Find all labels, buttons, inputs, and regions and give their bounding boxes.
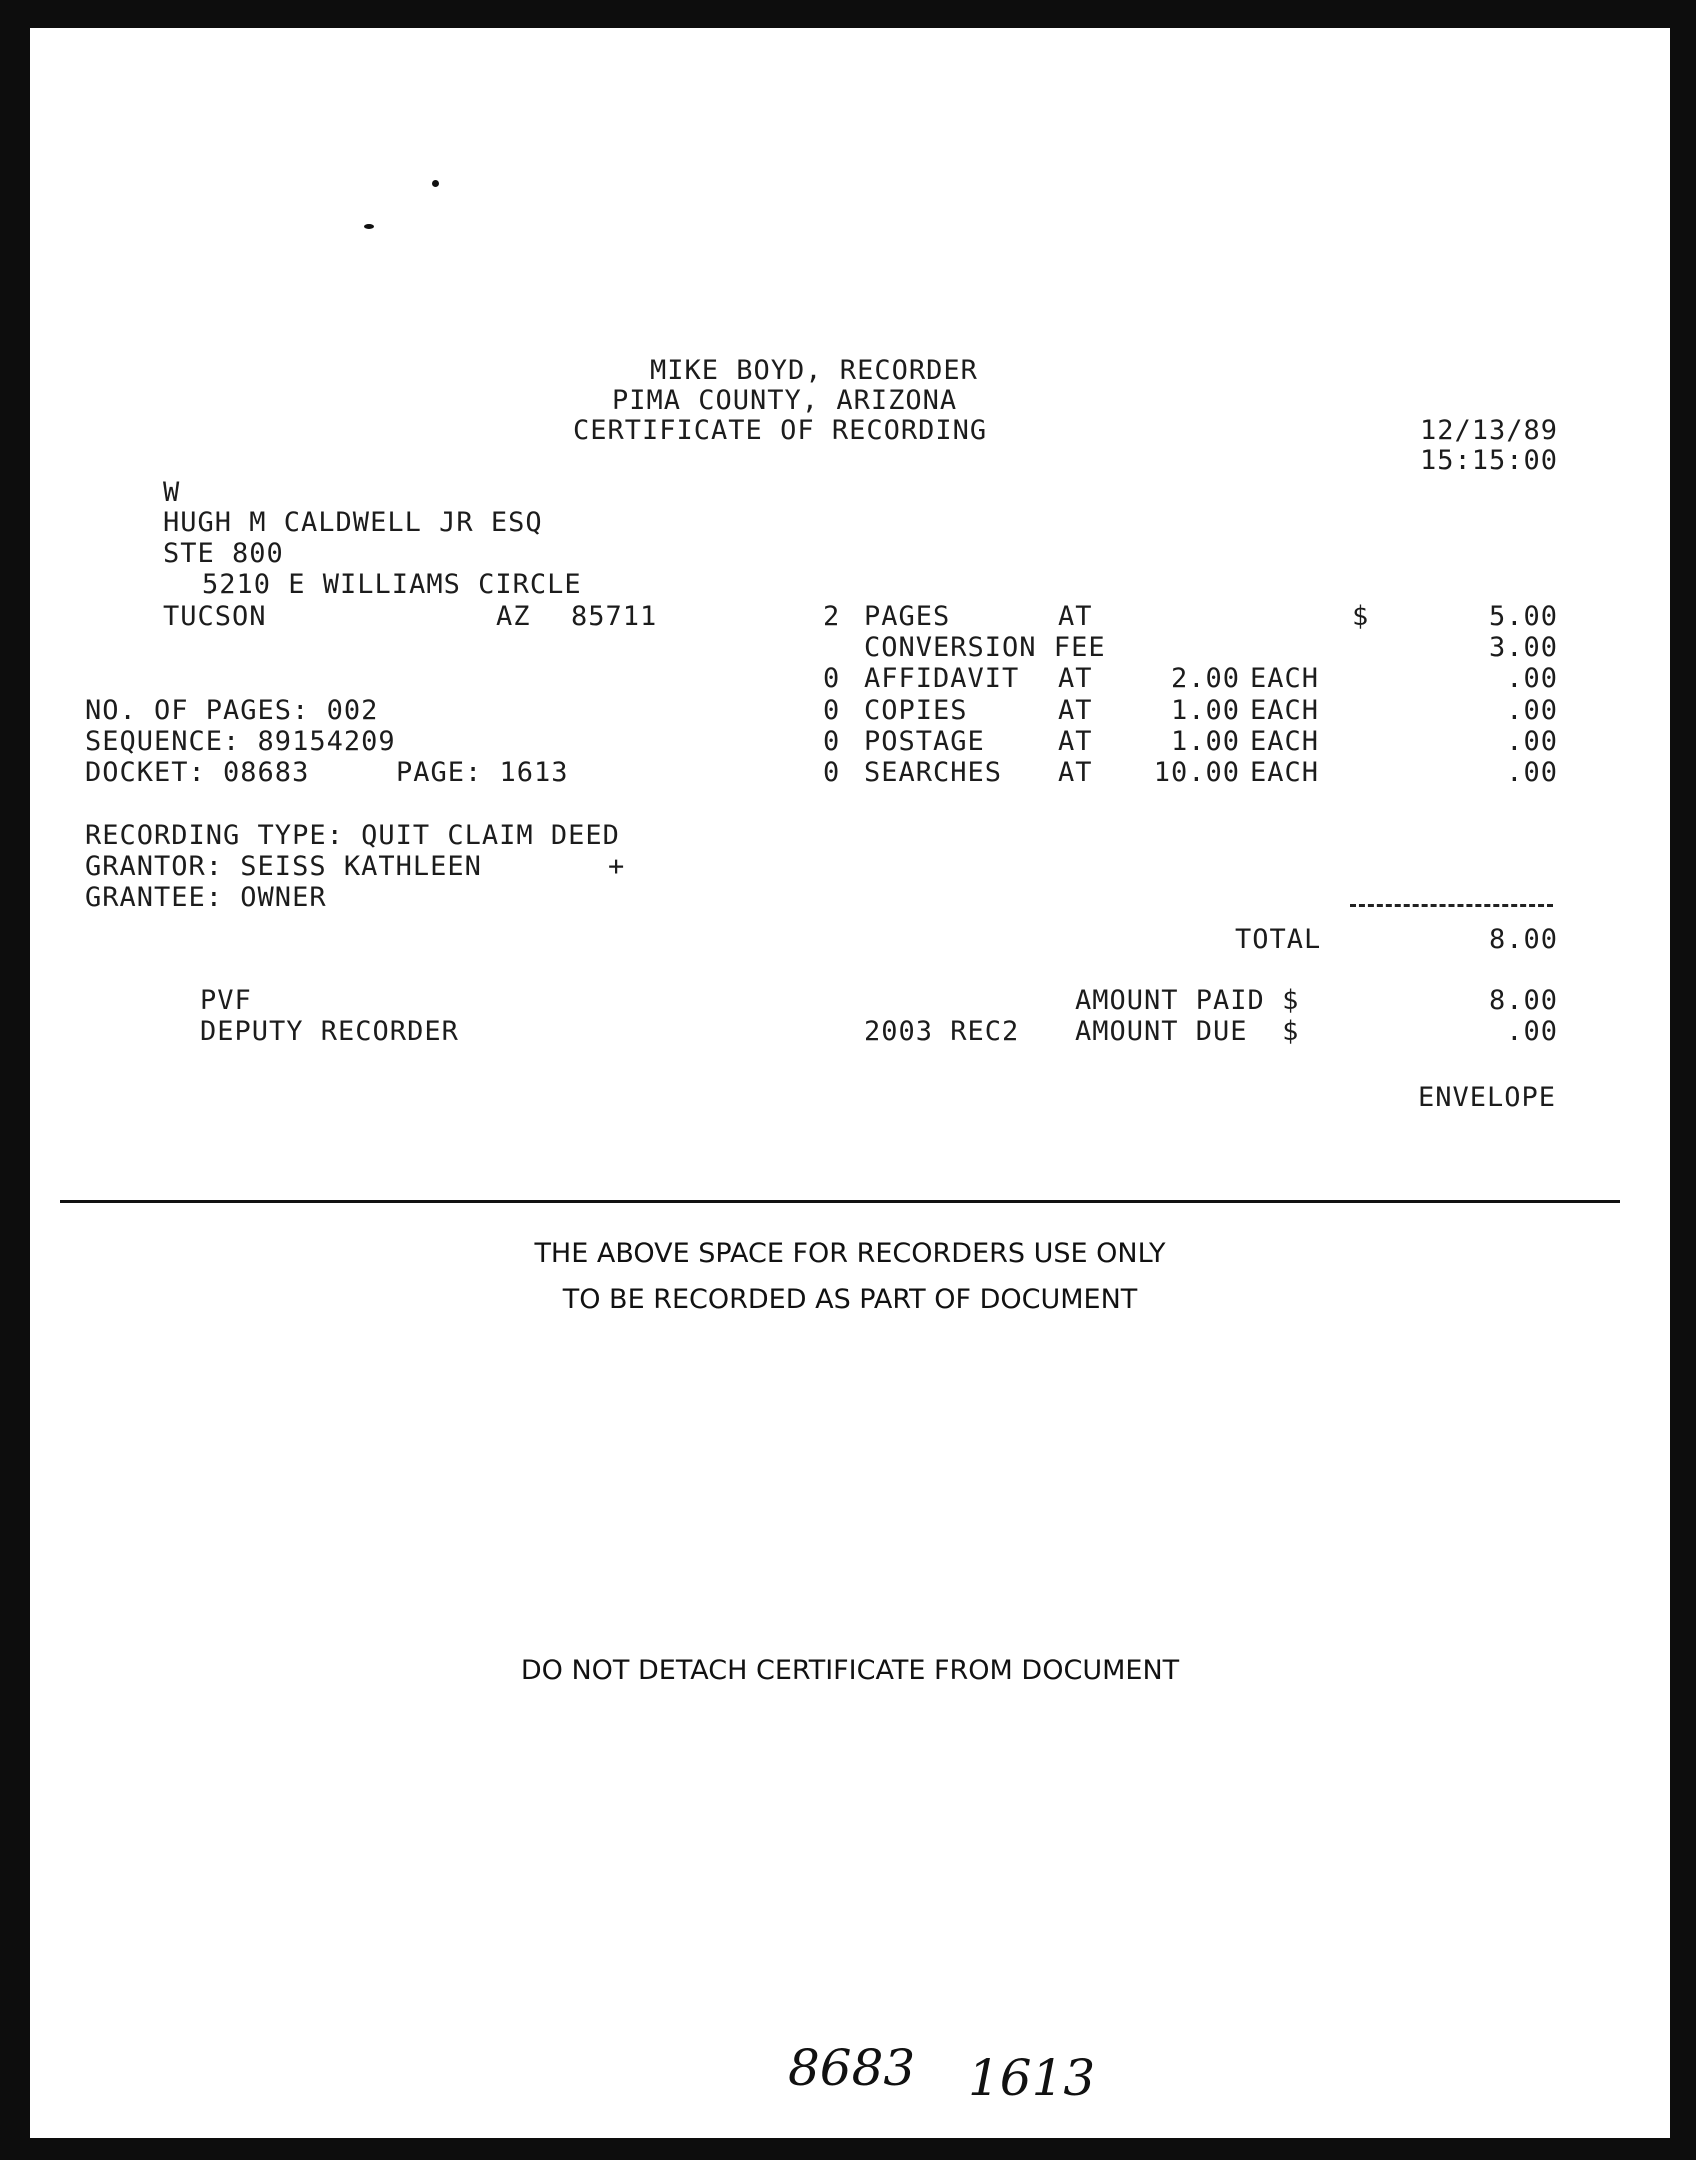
register-code: 2003 REC2 xyxy=(864,1016,1020,1047)
addressee-name: HUGH M CALDWELL JR ESQ xyxy=(163,507,543,538)
fee-each: EACH xyxy=(1250,663,1320,694)
amount-due-label: AMOUNT DUE $ xyxy=(1075,1016,1300,1047)
recorders-use-notice: THE ABOVE SPACE FOR RECORDERS USE ONLY xyxy=(534,1238,1166,1269)
recording-date: 12/13/89 xyxy=(1419,415,1558,446)
number-of-pages: NO. OF PAGES: 002 xyxy=(85,695,379,726)
addressee-city: TUCSON xyxy=(163,601,267,632)
addressee-code: W xyxy=(163,477,181,508)
envelope-label: ENVELOPE xyxy=(1417,1082,1556,1113)
amount-paid: 8.00 xyxy=(1488,985,1558,1016)
do-not-detach-notice: DO NOT DETACH CERTIFICATE FROM DOCUMENT xyxy=(520,1655,1180,1686)
page-number: PAGE: 1613 xyxy=(396,757,569,788)
fee-item: AFFIDAVIT xyxy=(864,663,1020,694)
grantee: GRANTEE: OWNER xyxy=(85,882,327,913)
fee-at: AT xyxy=(1058,757,1093,788)
grantor: GRANTOR: SEISS KATHLEEN xyxy=(85,851,482,882)
recording-time: 15:15:00 xyxy=(1419,445,1558,476)
addressee-suite: STE 800 xyxy=(163,538,284,569)
recorder-space-divider xyxy=(60,1200,1620,1203)
ink-speck xyxy=(364,224,374,229)
fee-amount: 3.00 xyxy=(1488,632,1558,663)
fee-at: AT xyxy=(1058,726,1093,757)
fee-at: AT xyxy=(1058,601,1093,632)
fee-rate: 1.00 xyxy=(1170,695,1240,726)
addressee-state: AZ xyxy=(496,601,531,632)
grantor-mark: + xyxy=(608,851,626,882)
deputy-initials: PVF xyxy=(200,985,252,1016)
fee-dollar-sign: $ xyxy=(1352,601,1370,632)
fee-qty: 0 xyxy=(823,695,841,726)
fee-amount: .00 xyxy=(1506,663,1558,694)
amount-due: .00 xyxy=(1506,1016,1558,1047)
certificate-title: CERTIFICATE OF RECORDING xyxy=(573,415,988,446)
record-part-notice: TO BE RECORDED AS PART OF DOCUMENT xyxy=(562,1284,1138,1315)
deputy-title: DEPUTY RECORDER xyxy=(200,1016,459,1047)
fee-each: EACH xyxy=(1250,695,1320,726)
fee-item: PAGES xyxy=(864,601,951,632)
handwritten-page: 1613 xyxy=(968,2049,1096,2107)
county-name: PIMA COUNTY, ARIZONA xyxy=(612,385,958,416)
fee-amount: .00 xyxy=(1506,757,1558,788)
certificate-page xyxy=(30,28,1670,2138)
fee-qty: 0 xyxy=(823,663,841,694)
fee-amount: .00 xyxy=(1506,695,1558,726)
fee-each: EACH xyxy=(1250,726,1320,757)
fee-item: CONVERSION FEE xyxy=(864,632,1106,663)
addressee-street: 5210 E WILLIAMS CIRCLE xyxy=(202,569,582,600)
fee-at: AT xyxy=(1058,663,1093,694)
recording-type: RECORDING TYPE: QUIT CLAIM DEED xyxy=(85,820,620,851)
sequence-number: SEQUENCE: 89154209 xyxy=(85,726,396,757)
fee-amount: .00 xyxy=(1506,726,1558,757)
fee-at: AT xyxy=(1058,695,1093,726)
total-label: TOTAL xyxy=(1235,924,1322,955)
fee-rate: 10.00 xyxy=(1153,757,1240,788)
handwritten-docket: 8683 xyxy=(788,2039,916,2097)
fee-qty: 2 xyxy=(823,601,841,632)
docket-number: DOCKET: 08683 xyxy=(85,757,310,788)
amount-paid-label: AMOUNT PAID $ xyxy=(1075,985,1300,1016)
fee-amount: 5.00 xyxy=(1488,601,1558,632)
fee-qty: 0 xyxy=(823,726,841,757)
total-amount: 8.00 xyxy=(1488,924,1558,955)
recorder-name: MIKE BOYD, RECORDER xyxy=(650,355,978,386)
total-divider xyxy=(1350,904,1553,907)
fee-item: SEARCHES xyxy=(864,757,1003,788)
fee-each: EACH xyxy=(1250,757,1320,788)
fee-rate: 2.00 xyxy=(1170,663,1240,694)
fee-item: POSTAGE xyxy=(864,726,985,757)
fee-qty: 0 xyxy=(823,757,841,788)
ink-speck xyxy=(432,180,439,187)
fee-item: COPIES xyxy=(864,695,968,726)
addressee-zip: 85711 xyxy=(571,601,658,632)
fee-rate: 1.00 xyxy=(1170,726,1240,757)
